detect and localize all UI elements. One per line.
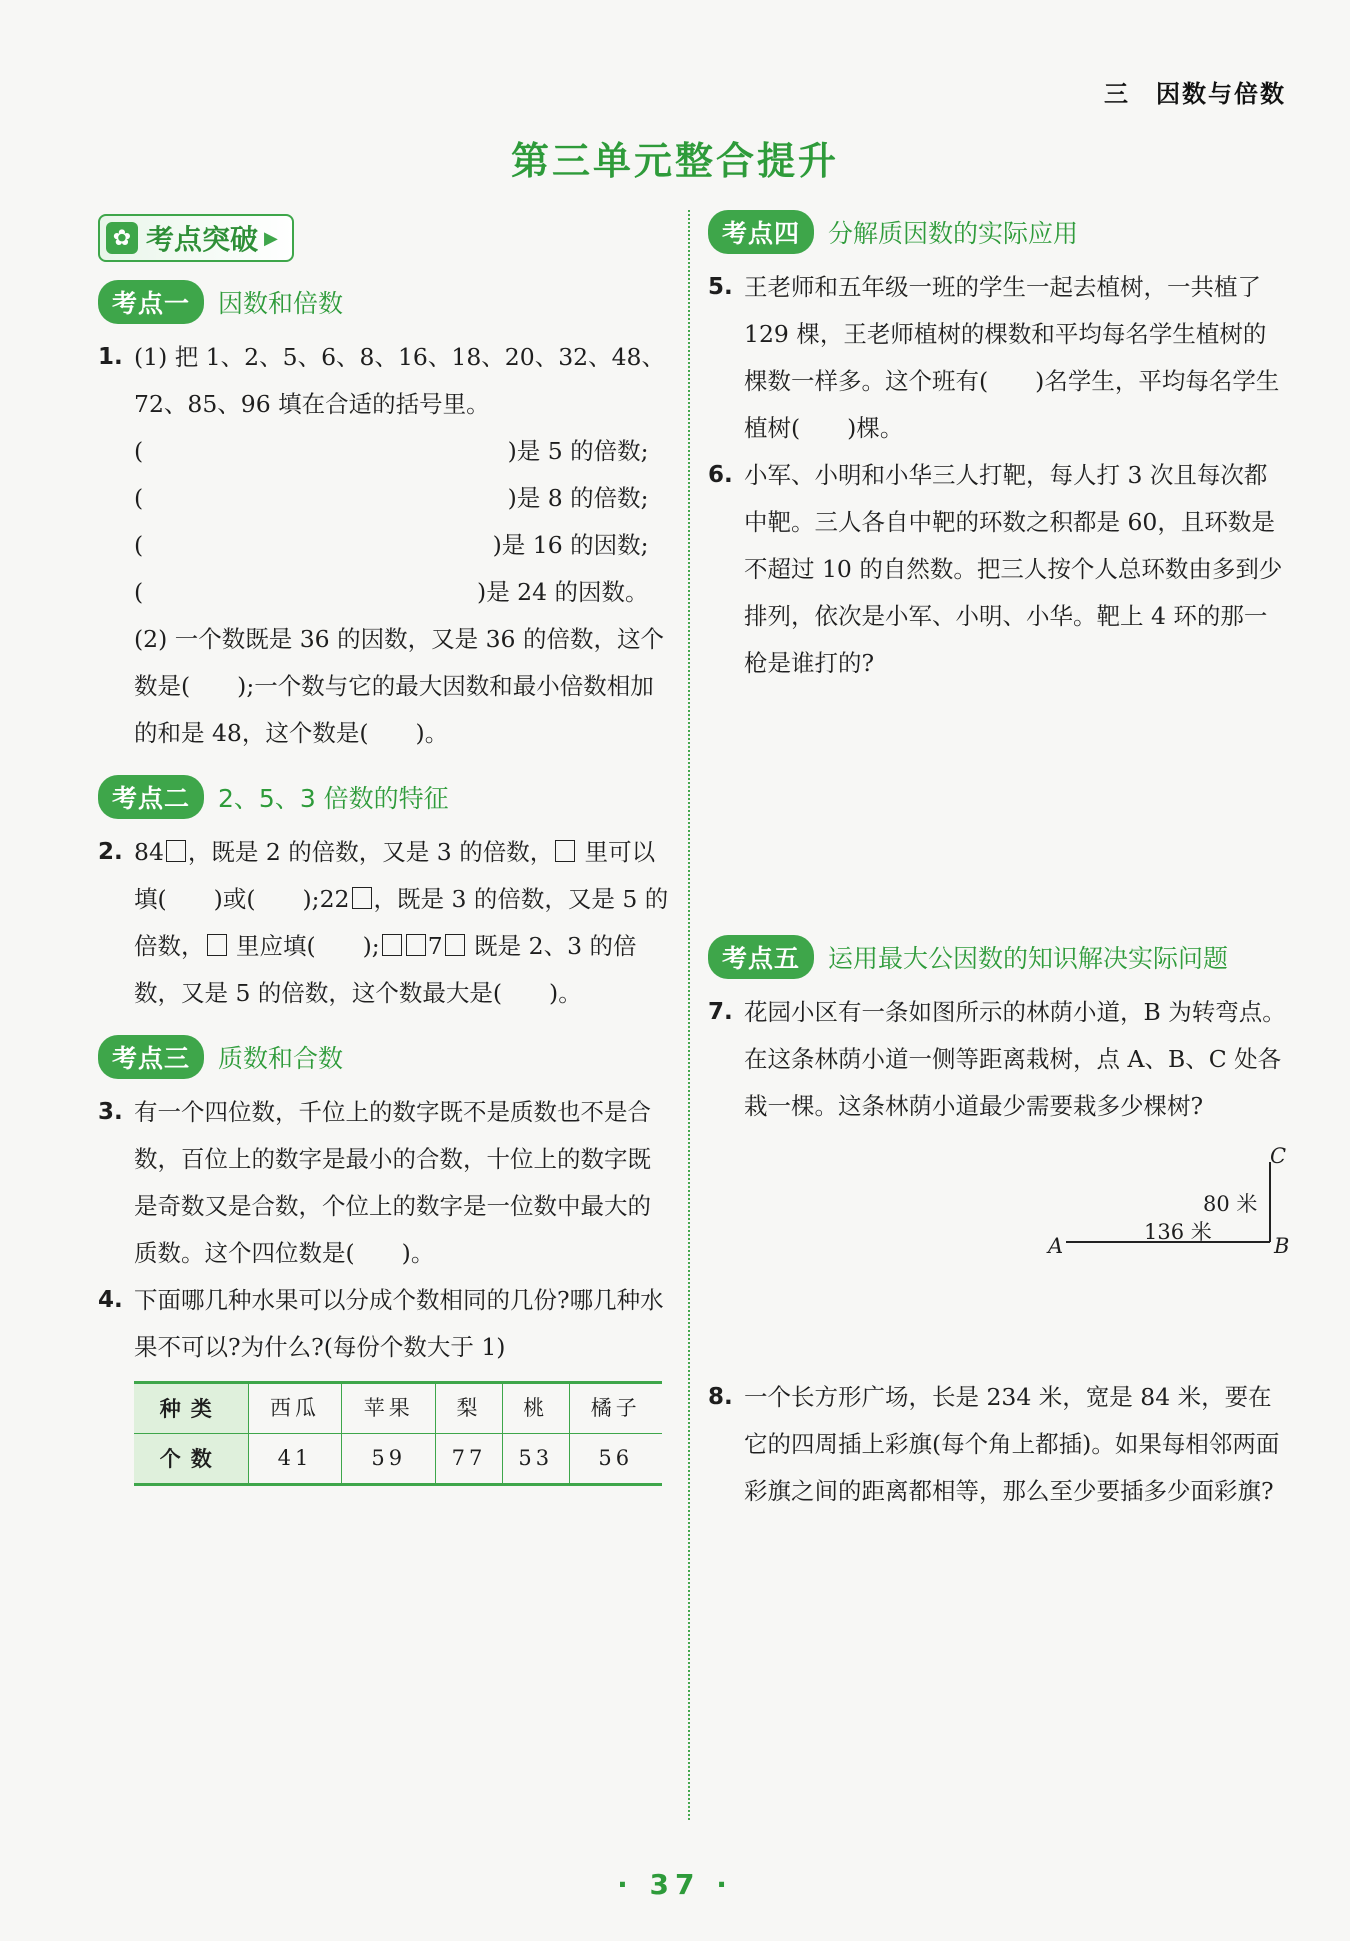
table-cell: 56 <box>569 1434 662 1485</box>
q6-text: 小军、小明和小华三人打靶，每人打 3 次且每次都中靶。三人各自中靶的环数之积都是 60，且环数是不超过 10 的自然数。把三人按个人总环数由多到少排列，依次是小军、小明、小华。靶上 4 环的那一枪是谁打的? <box>744 461 1283 677</box>
bc-length-label: 80 米 <box>1203 1192 1258 1216</box>
point-a-label: A <box>1048 1234 1064 1258</box>
blank-box <box>382 934 402 956</box>
kp2-heading <box>98 775 670 819</box>
table-cell: 桃 <box>502 1383 569 1434</box>
question-7 <box>708 989 1288 1130</box>
question-3 <box>98 1089 670 1277</box>
kp2-tag: 考点二 <box>98 775 204 819</box>
q1-line-4-open: ( <box>134 578 144 606</box>
left-column <box>98 210 670 1486</box>
q1-number: 1. <box>98 344 123 370</box>
banner-label: 考点突破 <box>146 223 259 256</box>
kp1-heading <box>98 280 670 324</box>
q1-part2: (2) 一个数既是 36 的因数，又是 36 的倍数，这个数是( );一个数与它的最大因数和最小倍数相加的和是 48，这个数是( )。 <box>134 625 664 747</box>
path-diagram-svg <box>708 1144 1288 1274</box>
q8-text: 一个长方形广场，长是 234 米，宽是 84 米，要在它的四周插上彩旗(每个角上都插)。如果每相邻两面彩旗之间的距离都相等，那么至少要插多少面彩旗? <box>744 1383 1280 1505</box>
table-header-cell: 个数 <box>134 1434 248 1485</box>
q7-number: 7. <box>708 999 733 1025</box>
q6-number: 6. <box>708 462 733 488</box>
kp5-heading <box>708 935 1288 979</box>
question-5 <box>708 264 1288 452</box>
kp5-tag: 考点五 <box>708 935 814 979</box>
q1-line-3 <box>134 522 649 569</box>
table-cell: 苹果 <box>342 1383 436 1434</box>
answer-space <box>708 687 1288 917</box>
blank-box <box>406 934 426 956</box>
kp4-heading <box>708 210 1288 254</box>
question-6 <box>708 452 1288 687</box>
q2-number: 2. <box>98 839 123 865</box>
blank-box <box>166 840 186 862</box>
table-cell: 41 <box>248 1434 342 1485</box>
point-b-label: B <box>1274 1234 1290 1258</box>
q1-line-1 <box>134 428 649 475</box>
q1-line-2-tail: )是 8 的倍数; <box>507 484 649 512</box>
q4-number: 4. <box>98 1287 123 1313</box>
right-column <box>708 210 1288 1515</box>
question-8 <box>708 1374 1288 1515</box>
kp1-tag: 考点一 <box>98 280 204 324</box>
q1-line-1-open: ( <box>134 437 144 465</box>
question-1 <box>98 334 670 757</box>
q7-text: 花园小区有一条如图所示的林荫小道，B 为转弯点。在这条林荫小道一侧等距离栽树，点 A、B、C 处各栽一棵。这条林荫小道最少需要栽多少棵树? <box>744 998 1286 1120</box>
q5-text: 王老师和五年级一班的学生一起去植树，一共植了 129 棵，王老师植树的棵数和平均每名学生植树的棵数一样多。这个班有( )名学生，平均每名学生植树( )棵。 <box>744 273 1280 442</box>
page-title: 第三单元整合提升 <box>510 139 839 183</box>
blank-box <box>352 887 372 909</box>
kp3-title: 质数和合数 <box>218 1044 344 1073</box>
column-divider <box>688 210 690 1820</box>
q3-text: 有一个四位数，千位上的数字既不是质数也不是合数，百位上的数字是最小的合数，十位上的数字既是奇数又是合数，个位上的数字是一位数中最大的质数。这个四位数是( )。 <box>134 1098 651 1267</box>
question-2 <box>98 829 670 1017</box>
star-icon: ✿ <box>106 222 138 254</box>
q1-line-3-open: ( <box>134 531 144 559</box>
table-header-cell: 种类 <box>134 1383 248 1434</box>
q3-number: 3. <box>98 1099 123 1125</box>
table-row <box>134 1383 662 1434</box>
q2-text: 84 ，既是 2 的倍数，又是 3 的倍数， 里可以填( )或( );22 ，既是 3 的倍数，又是 5 的倍数， 里应填( ); 7 既是 2、3 的倍数，又是 5 的倍数，这个数最大是( )。 <box>134 838 669 1007</box>
question-4 <box>98 1277 670 1486</box>
table-row <box>134 1434 662 1485</box>
answer-space <box>708 1274 1288 1374</box>
table-cell: 53 <box>502 1434 569 1485</box>
table-cell: 橘子 <box>569 1383 662 1434</box>
kp1-title: 因数和倍数 <box>218 289 344 318</box>
section-banner <box>98 214 294 262</box>
q1-line-4-tail: )是 24 的因数。 <box>477 578 649 606</box>
arrow-icon: ▶ <box>264 227 278 249</box>
table-cell: 77 <box>436 1434 503 1485</box>
q4-text: 下面哪几种水果可以分成个数相同的几份?哪几种水果不可以?为什么?(每份个数大于 1) <box>134 1286 664 1361</box>
table-cell: 59 <box>342 1434 436 1485</box>
blank-box <box>555 840 575 862</box>
ab-length-label: 136 米 <box>1144 1220 1212 1244</box>
fruit-table <box>134 1381 662 1486</box>
chapter-header: 三 因数与倍数 <box>1104 80 1286 108</box>
q5-number: 5. <box>708 274 733 300</box>
point-c-label: C <box>1270 1144 1287 1168</box>
q1-line-4 <box>134 569 649 616</box>
q1-intro: (1) 把 1、2、5、6、8、16、18、20、32、48、72、85、96 填在合适的括号里。 <box>134 343 665 418</box>
blank-box <box>207 934 227 956</box>
kp5-title: 运用最大公因数的知识解决实际问题 <box>828 944 1229 973</box>
q1-line-3-tail: )是 16 的因数; <box>492 531 649 559</box>
q1-line-1-tail: )是 5 的倍数; <box>507 437 649 465</box>
path-diagram <box>708 1144 1288 1274</box>
page-number: · 37 · <box>617 1868 733 1901</box>
q1-line-2 <box>134 475 649 522</box>
q1-line-2-open: ( <box>134 484 144 512</box>
kp2-title: 2、5、3 倍数的特征 <box>218 784 449 813</box>
q8-number: 8. <box>708 1384 733 1410</box>
kp3-heading <box>98 1035 670 1079</box>
kp4-title: 分解质因数的实际应用 <box>828 219 1079 248</box>
blank-box <box>445 934 465 956</box>
kp3-tag: 考点三 <box>98 1035 204 1079</box>
kp4-tag: 考点四 <box>708 210 814 254</box>
table-cell: 梨 <box>436 1383 503 1434</box>
table-cell: 西瓜 <box>248 1383 342 1434</box>
